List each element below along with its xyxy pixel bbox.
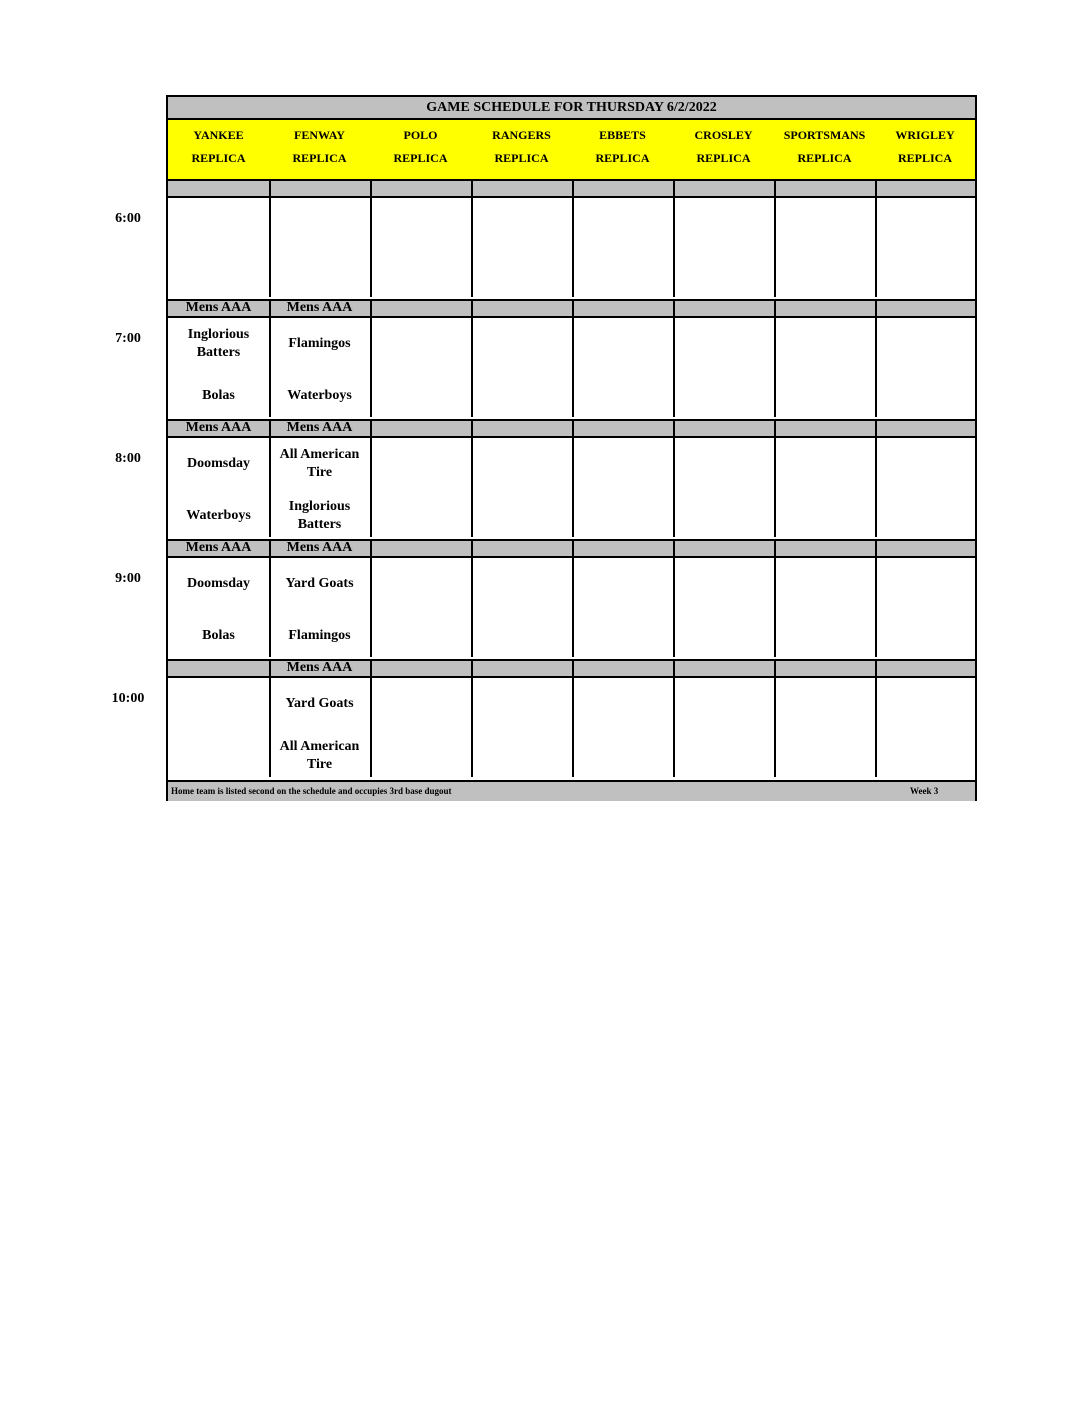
division-label [471,301,574,316]
game-cell [471,436,574,537]
away-team: Doomsday [186,456,250,471]
field-name: SPORTSMANS [783,128,866,142]
division-label [168,181,271,196]
field-header-yankee [168,120,271,180]
field-type: REPLICA [797,151,852,165]
game-cell [269,436,372,537]
field-name: RANGERS [492,128,551,142]
game-cell [269,316,372,417]
game-cell [370,676,473,777]
division-label [673,421,776,436]
game-cell [168,556,271,657]
division-label [471,661,574,676]
away-team: Flamingos [288,336,351,351]
field-header-crosley [673,120,776,180]
division-label [875,661,975,676]
time-slot-row [168,676,975,777]
time-slot-row [168,316,975,417]
away-team: All American Tire [279,447,360,480]
game-cell [269,556,372,657]
division-label [269,181,372,196]
home-team: Inglorious Batters [288,499,351,532]
game-cell [370,196,473,297]
game-cell [875,196,975,297]
schedule-table [166,95,977,801]
game-cell [471,676,574,777]
division-label [370,181,473,196]
game-cell [572,196,675,297]
division-label [774,661,877,676]
field-name: CROSLEY [694,128,753,142]
field-name: POLO [403,128,438,142]
time-slot-row [168,556,975,657]
game-cell [269,676,372,777]
division-label [673,661,776,676]
game-cell [572,436,675,537]
division-label [370,541,473,556]
field-type: REPLICA [696,151,751,165]
division-label: Mens AAA [269,301,372,316]
division-label [471,421,574,436]
game-cell [269,196,372,297]
game-cell [774,436,877,537]
week-label: Week 3 [910,786,939,796]
game-cell [370,316,473,417]
division-label [875,421,975,436]
field-header-sportsmans [774,120,877,180]
game-cell [168,316,271,417]
game-cell [471,316,574,417]
division-label [572,541,675,556]
field-name: EBBETS [599,128,646,142]
time-slot-row [168,196,975,297]
field-header-row [168,120,975,180]
division-label [572,301,675,316]
division-label: Mens AAA [269,661,372,676]
division-label [673,541,776,556]
game-cell [168,436,271,537]
game-cell [471,196,574,297]
home-team: Bolas [202,388,235,403]
game-cell [774,676,877,777]
game-cell [673,316,776,417]
division-label: Mens AAA [269,421,372,436]
game-cell [673,436,776,537]
away-team: Yard Goats [285,576,354,591]
division-label [471,541,574,556]
game-cell [774,196,877,297]
game-cell [875,436,975,537]
field-type: REPLICA [191,151,246,165]
away-team: Inglorious Batters [187,327,250,360]
game-cell [875,556,975,657]
division-label [875,181,975,196]
home-team: Flamingos [288,628,351,643]
division-label [370,661,473,676]
field-header-ebbets [572,120,675,180]
footer-bar [168,780,975,801]
footer-note: Home team is listed second on the schedule and occupies 3rd base dugout [171,786,452,796]
game-cell [168,676,271,777]
division-label [774,421,877,436]
time-label: 8:00 [115,451,141,466]
schedule-title: GAME SCHEDULE FOR THURSDAY 6/2/2022 [168,97,975,120]
division-label [774,181,877,196]
division-label [572,421,675,436]
game-cell [572,316,675,417]
division-label [774,301,877,316]
division-label [875,541,975,556]
division-label: Mens AAA [269,541,372,556]
game-cell [370,436,473,537]
game-cell [673,556,776,657]
division-label [168,661,271,676]
division-label: Mens AAA [168,301,271,316]
field-name: WRIGLEY [895,128,955,142]
game-cell [572,556,675,657]
time-label: 6:00 [115,211,141,226]
field-type: REPLICA [595,151,650,165]
away-team: Doomsday [186,576,250,591]
game-cell [471,556,574,657]
division-label [673,181,776,196]
field-type: REPLICA [897,151,952,165]
field-type: REPLICA [494,151,549,165]
home-team: Waterboys [186,508,251,523]
time-label: 9:00 [115,571,141,586]
game-cell [370,556,473,657]
field-header-rangers [471,120,574,180]
time-label: 7:00 [115,331,141,346]
division-label: Mens AAA [168,541,271,556]
division-label [471,181,574,196]
field-name: YANKEE [193,128,244,142]
time-label: 10:00 [111,691,145,706]
away-team: Yard Goats [285,696,354,711]
home-team: Bolas [202,628,235,643]
field-name: FENWAY [294,128,345,142]
home-team: Waterboys [287,388,352,403]
game-cell [572,676,675,777]
division-label [774,541,877,556]
division-label [370,421,473,436]
game-cell [168,196,271,297]
game-cell [673,676,776,777]
time-slot-row [168,436,975,537]
field-header-fenway [269,120,372,180]
division-label [875,301,975,316]
division-label [572,181,675,196]
division-label [572,661,675,676]
home-team: All American Tire [279,739,360,772]
game-cell [875,676,975,777]
field-type: REPLICA [393,151,448,165]
field-type: REPLICA [292,151,347,165]
division-label [370,301,473,316]
game-cell [774,556,877,657]
game-cell [673,196,776,297]
game-cell [875,316,975,417]
division-label [673,301,776,316]
field-header-wrigley [875,120,975,180]
field-header-polo [370,120,473,180]
game-cell [774,316,877,417]
division-label: Mens AAA [168,421,271,436]
